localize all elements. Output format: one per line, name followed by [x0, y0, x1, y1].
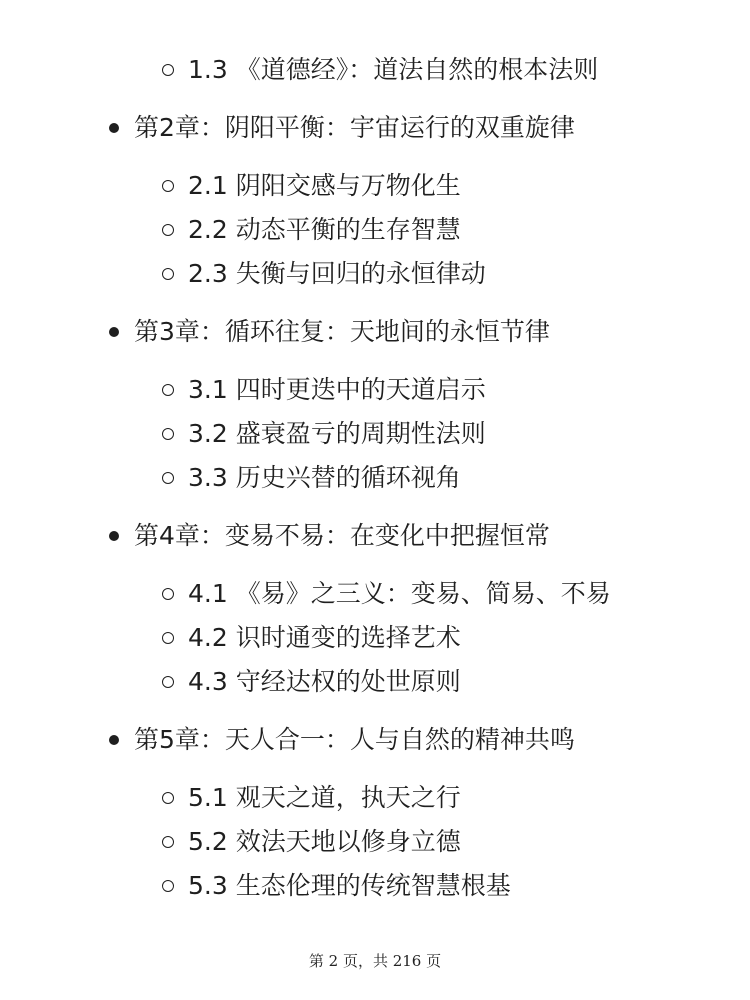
toc-item-label: 3.1 四时更迭中的天道启示 — [188, 375, 486, 404]
toc-chapter-item — [0, 106, 750, 150]
toc-item-label: 3.2 盛衰盈亏的周期性法则 — [188, 419, 486, 448]
toc-item-label: 1.3 《道德经》：道法自然的根本法则 — [188, 55, 599, 84]
hollow-bullet-icon — [162, 676, 174, 688]
toc-item-label: 4.3 守经达权的处世原则 — [188, 667, 461, 696]
toc-item-label: 4.1 《易》之三义：变易、简易、不易 — [188, 579, 611, 608]
hollow-bullet-icon — [162, 836, 174, 848]
toc-chapter-item — [0, 718, 750, 762]
toc-item-label: 2.2 动态平衡的生存智慧 — [188, 215, 461, 244]
table-of-contents — [0, 48, 750, 908]
hollow-bullet-icon — [162, 792, 174, 804]
toc-section-item — [0, 208, 750, 252]
toc-section-item — [0, 820, 750, 864]
toc-section-item — [0, 412, 750, 456]
hollow-bullet-icon — [162, 428, 174, 440]
toc-section-item — [0, 616, 750, 660]
toc-item-label: 4.2 识时通变的选择艺术 — [188, 623, 461, 652]
toc-section-item — [0, 368, 750, 412]
hollow-bullet-icon — [162, 472, 174, 484]
toc-item-label: 2.1 阴阳交感与万物化生 — [188, 171, 461, 200]
toc-item-label: 第4章：变易不易：在变化中把握恒常 — [134, 521, 550, 550]
filled-bullet-icon — [109, 123, 119, 133]
toc-item-label: 第5章：天人合一：人与自然的精神共鸣 — [134, 725, 575, 754]
toc-section-item — [0, 864, 750, 908]
filled-bullet-icon — [109, 531, 119, 541]
hollow-bullet-icon — [162, 588, 174, 600]
hollow-bullet-icon — [162, 880, 174, 892]
toc-item-label: 5.1 观天之道，执天之行 — [188, 783, 461, 812]
page-number-footer: 第 2 页，共 216 页 — [308, 952, 442, 970]
hollow-bullet-icon — [162, 180, 174, 192]
hollow-bullet-icon — [162, 64, 174, 76]
toc-item-label: 5.3 生态伦理的传统智慧根基 — [188, 871, 511, 900]
toc-chapter-item — [0, 310, 750, 354]
toc-chapter-item — [0, 514, 750, 558]
filled-bullet-icon — [109, 327, 119, 337]
toc-section-item — [0, 48, 750, 92]
toc-item-label: 第3章：循环往复：天地间的永恒节律 — [134, 317, 550, 346]
toc-section-item — [0, 572, 750, 616]
toc-section-item — [0, 456, 750, 500]
toc-item-label: 5.2 效法天地以修身立德 — [188, 827, 461, 856]
hollow-bullet-icon — [162, 224, 174, 236]
filled-bullet-icon — [109, 735, 119, 745]
toc-item-label: 2.3 失衡与回归的永恒律动 — [188, 259, 486, 288]
toc-section-item — [0, 660, 750, 704]
toc-section-item — [0, 776, 750, 820]
toc-section-item — [0, 164, 750, 208]
toc-item-label: 第2章：阴阳平衡：宇宙运行的双重旋律 — [134, 113, 575, 142]
toc-section-item — [0, 252, 750, 296]
hollow-bullet-icon — [162, 268, 174, 280]
hollow-bullet-icon — [162, 632, 174, 644]
hollow-bullet-icon — [162, 384, 174, 396]
toc-item-label: 3.3 历史兴替的循环视角 — [188, 463, 461, 492]
